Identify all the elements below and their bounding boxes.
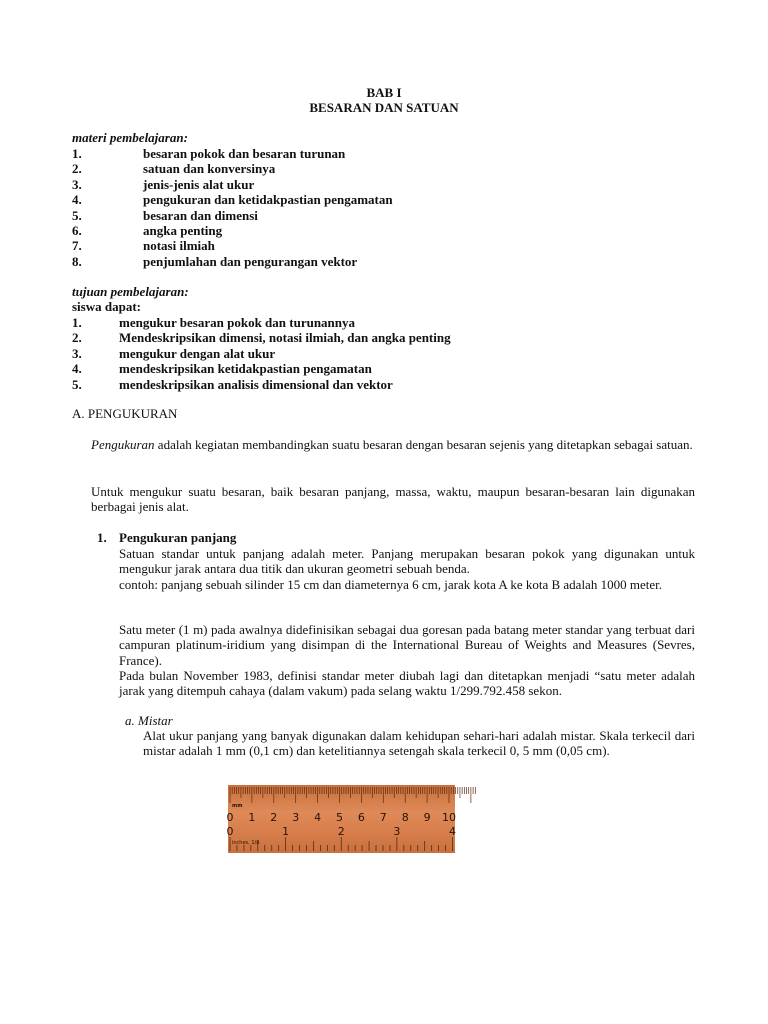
list-text: notasi ilmiah (143, 238, 215, 254)
list-number: 1. (72, 315, 82, 330)
section-heading: A. PENGUKURAN (72, 406, 178, 421)
list-number: 2. (72, 161, 82, 177)
list-number: 3. (72, 176, 82, 192)
list-text: pengukuran dan ketidakpastian pengamatan (143, 192, 393, 208)
list-number: 3. (72, 345, 82, 361)
cm-label: 8 (401, 811, 409, 824)
chapter-label: BAB I (366, 85, 402, 100)
list-text: Mendeskripsikan dimensi, notasi ilmiah, dan angka penting (119, 330, 451, 346)
cm-label: 6 (357, 811, 365, 824)
cm-label: 1 (248, 811, 256, 824)
mistar-heading: a. Mistar (125, 713, 173, 728)
list-text: besaran pokok dan besaran turunan (143, 146, 346, 161)
cm-label: 9 (423, 811, 431, 824)
ruler-scale (228, 785, 455, 853)
inch-label: 4 (449, 825, 457, 838)
ruler-image (228, 785, 455, 853)
cm-label: 3 (292, 811, 300, 824)
list-number: 4. (72, 192, 82, 208)
inch-label: 0 (226, 825, 234, 838)
list-text: mengukur dengan alat ukur (119, 345, 276, 361)
cm-label: 7 (379, 811, 387, 824)
inch-label: 1 (282, 825, 290, 838)
list-number: 8. (72, 253, 82, 269)
inch-unit-label: inches, 1/8 (232, 840, 260, 846)
tujuan-heading: tujuan pembelajaran: (72, 284, 189, 299)
inch-label: 2 (337, 825, 345, 838)
cm-label: 4 (314, 811, 322, 824)
cm-label: 10 (442, 811, 456, 824)
paragraph-example: contoh: panjang sebuah silinder 15 cm dan diameternya 6 cm, jarak kota A ke kota B adalah 1000 meter. (119, 577, 662, 592)
list-number: 6. (72, 223, 82, 238)
cm-label: 5 (336, 811, 343, 824)
list-number: 2. (72, 330, 82, 346)
list-text: angka penting (143, 223, 223, 238)
materi-heading: materi pembelajaran: (72, 130, 188, 145)
paragraph-definition (91, 437, 695, 452)
list-text: mendeskripsikan analisis dimensional dan vektor (119, 376, 393, 392)
inch-label: 3 (393, 825, 401, 838)
page-title: BESARAN DAN SATUAN (309, 100, 459, 115)
paragraph-definition-meter: Satu meter (1 m) pada awalnya didefinisikan sebagai dua goresan pada batang meter standar yang terbuat dari campuran platinum-iridium yang disimpan di the International Bureau of Weights and Measures (Sevres, France). (119, 622, 695, 668)
list-text: mendeskripsikan ketidakpastian pengamatan (119, 361, 372, 377)
list-text: penjumlahan dan pengurangan vektor (143, 253, 358, 269)
mm-unit-label: mm (232, 803, 243, 809)
paragraph-1983: Pada bulan November 1983, definisi standar meter diubah lagi dan ditetapkan menjadi “satu meter adalah jarak yang ditempuh cahaya (dalam vakum) pada selang waktu 1/299.792.458 sekon. (119, 668, 695, 699)
list-number: 5. (72, 207, 82, 223)
cm-label: 2 (270, 811, 278, 824)
list-number: 7. (72, 238, 82, 254)
definition-text: adalah kegiatan membandingkan suatu besaran dengan besaran sejenis yang ditetapkan sebagai satuan. (154, 437, 693, 452)
tujuan-intro: siswa dapat: (72, 299, 141, 314)
subsection-number: 1. (97, 530, 107, 545)
subsection-heading: Pengukuran panjang (119, 530, 237, 545)
list-text: mengukur besaran pokok dan turunannya (119, 315, 356, 330)
list-number: 5. (72, 376, 82, 392)
list-text: jenis-jenis alat ukur (143, 176, 255, 192)
list-text: satuan dan konversinya (143, 161, 276, 177)
cm-label: 0 (226, 811, 234, 824)
paragraph-tools: Untuk mengukur suatu besaran, baik besaran panjang, massa, waktu, maupun besaran-besaran lain digunakan berbagai jenis alat. (91, 484, 695, 515)
paragraph-mistar: Alat ukur panjang yang banyak digunakan dalam kehidupan sehari-hari adalah mistar. Skala terkecil dari mistar adalah 1 mm (0,1 cm) dan ketelitiannya setengah skala terkecil 0, 5 mm (0,05 cm). (143, 728, 695, 759)
list-number: 4. (72, 361, 82, 377)
paragraph-meter: Satuan standar untuk panjang adalah meter. Panjang merupakan besaran pokok yang digunakan untuk mengukur jarak antara dua titik dan ukuran geometri sebuah benda. (119, 546, 695, 577)
term-pengukuran: Pengukuran (91, 437, 155, 452)
list-number: 1. (72, 146, 82, 161)
list-text: besaran dan dimensi (143, 207, 258, 223)
